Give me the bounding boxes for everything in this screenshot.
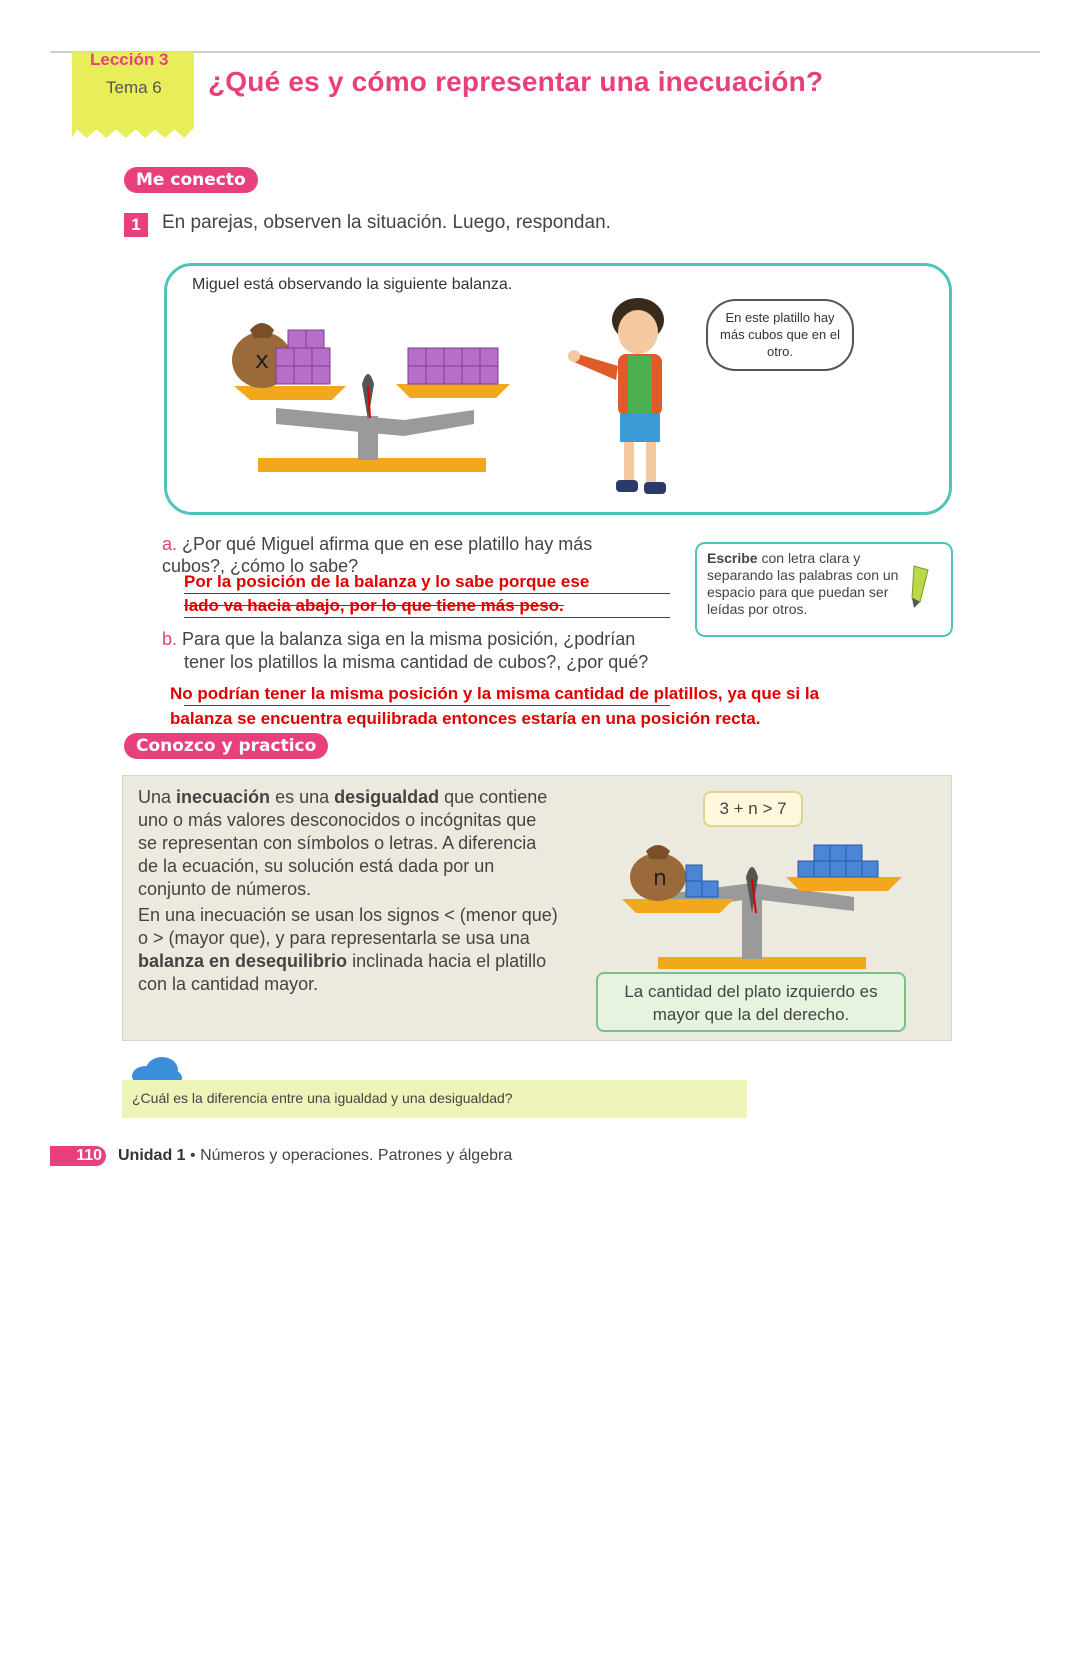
tip-text (707, 550, 917, 618)
left-cubes (686, 865, 718, 897)
answer-b-line-1: No podrían tener la misma posición y la misma cantidad de platillos, ya que si la (170, 684, 820, 703)
boy-face (618, 310, 658, 354)
balance-illustration (228, 300, 528, 485)
top-rule (50, 51, 1040, 53)
concept-paragraph-1: Una inecuación es una desigualdad que contiene uno o más valores desconocidos o incógnitas que se representan con símbolos o letras. A diferencia de la ecuación, su solución está dada por un conjunto de números. (138, 787, 548, 899)
left-cubes (276, 330, 330, 384)
page-title: ¿Qué es y cómo representar una inecuación? (208, 66, 824, 97)
question-a-text: ¿Por qué Miguel afirma que en ese platillo hay más cubos?, ¿cómo lo sabe? (162, 534, 593, 576)
concept-text (138, 786, 558, 996)
bag-label: n (653, 866, 667, 891)
tip-rest: con letra clara y separando las palabras con un espacio para que puedan ser leídas por otros. (707, 550, 899, 617)
question-b-letter: b. (162, 629, 178, 649)
balance-base (258, 458, 486, 472)
answer-b-line-2: balanza se encuentra equilibrada entonces estaría en una posición recta. (170, 709, 761, 728)
conozco-badge: Conozco y practico (124, 733, 328, 759)
step-instruction: En parejas, observen la situación. Luego, respondan. (162, 212, 611, 233)
right-cubes (408, 348, 498, 384)
left-pan (622, 899, 734, 913)
tip-bold: Escribe (707, 550, 758, 566)
step-number: 1 (124, 213, 148, 237)
question-a-letter: a. (162, 534, 178, 554)
right-pan (396, 384, 510, 398)
speech-bubble: En este platillo hay más cubos que en el otro. (706, 299, 854, 371)
thinking-question: ¿Cuál es la diferencia entre una igualdad y una desigualdad? (132, 1090, 513, 1106)
answer-a-line-1: Por la posición de la balanza y lo sabe porque ese (184, 572, 590, 591)
left-pan (234, 386, 346, 400)
concept-paragraph-2: En una inecuación se usan los signos < (menor que) o > (mayor que), y para representarla se usa una balanza en desequilibrio inclinada hacia el platillo con la cantidad mayor. (138, 905, 558, 994)
lesson-label: Lección 3 (90, 50, 169, 69)
question-b (162, 628, 635, 650)
balance-beam (276, 408, 404, 436)
balance-illustration-2 (622, 833, 912, 973)
question-b-text-2: tener los platillos la misma cantidad de cubos?, ¿por qué? (184, 652, 649, 672)
scene-caption: Miguel está observando la siguiente balanza. (192, 276, 513, 293)
balance-caption: La cantidad del plato izquierdo es mayor que la del derecho. (596, 972, 906, 1032)
inequation-formula: 3 + n > 7 (703, 791, 803, 827)
right-pan (786, 877, 902, 891)
footer-topic: Números y operaciones. Patrones y álgebra (200, 1147, 513, 1164)
balance-post (358, 416, 378, 460)
answer-a-line-2: lado va hacia abajo, por lo que tiene más peso. (184, 596, 564, 615)
pencil-icon (906, 562, 934, 610)
right-cubes (798, 845, 878, 877)
page-number: 110 (50, 1146, 106, 1166)
boy-shorts (620, 414, 660, 442)
footer-unit: Unidad 1 (118, 1147, 186, 1164)
boy-arm (574, 354, 618, 380)
tema-label: Tema 6 (106, 78, 162, 97)
me-conecto-badge: Me conecto (124, 167, 258, 193)
answer-line (184, 617, 670, 618)
bag-label: x (254, 346, 270, 374)
boy-illustration (568, 290, 698, 505)
answer-line (184, 705, 670, 706)
footer-separator: • (185, 1147, 201, 1164)
footer-text (118, 1147, 512, 1165)
question-b-text-1: Para que la balanza siga en la misma posición, ¿podrían (182, 629, 636, 649)
answer-line (184, 593, 670, 594)
